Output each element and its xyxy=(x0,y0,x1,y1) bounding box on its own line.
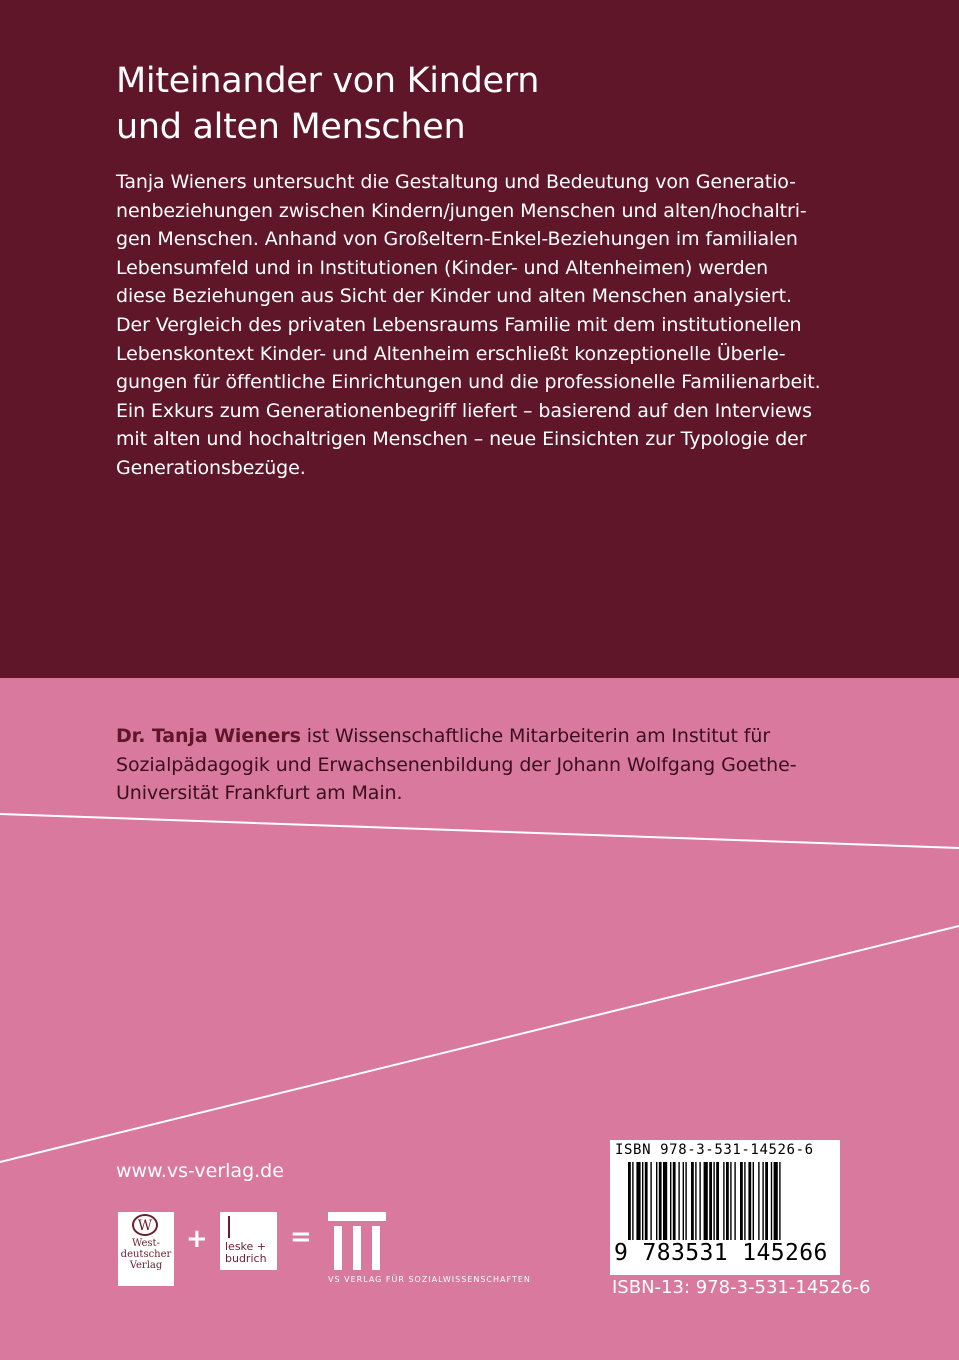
ean-number: 9 783531 145266 xyxy=(614,1240,828,1266)
westdeutscher-verlag-mark: W xyxy=(132,1214,158,1236)
description xyxy=(116,168,876,483)
author-name: Dr. Tanja Wieners xyxy=(116,725,301,747)
description-line: Ein Exkurs zum Generationenbegriff liefert – basierend auf den Interviews xyxy=(116,399,812,422)
description-line: gen Menschen. Anhand von Großeltern-Enkel-Beziehungen im familialen xyxy=(116,228,798,251)
description-line: mit alten und hochaltrigen Menschen – neue Einsichten zur Typologie der xyxy=(116,428,807,451)
logo-text-line: Verlag xyxy=(129,1260,163,1271)
title-line: und alten Menschen xyxy=(116,107,466,147)
description-line: Generationsbezüge. xyxy=(116,456,306,479)
westdeutscher-verlag-logo xyxy=(118,1212,174,1286)
author-bio-text: ist Wissenschaftliche Mitarbeiterin am Institut für xyxy=(300,725,771,747)
decorative-line-lower xyxy=(0,926,959,1162)
equals-sign: = xyxy=(290,1222,312,1252)
plus-sign: + xyxy=(186,1224,208,1254)
isbn-top-text: ISBN 978-3-531-14526-6 xyxy=(615,1142,814,1158)
author-bio xyxy=(116,722,896,808)
author-bio-line: Sozialpädagogik und Erwachsenenbildung der Johann Wolfgang Goethe- xyxy=(116,753,797,776)
book-title xyxy=(116,58,539,150)
decorative-line-upper xyxy=(0,814,959,848)
isbn13-text: ISBN-13: 978-3-531-14526-6 xyxy=(612,1277,871,1298)
logo-text-line: leske + xyxy=(225,1240,267,1253)
author-bio-line xyxy=(116,722,896,751)
description-line: nenbeziehungen zwischen Kindern/jungen Menschen und alten/hochaltri- xyxy=(116,199,807,222)
vs-verlag-logo-icon xyxy=(328,1212,388,1272)
logo-text-line: West- xyxy=(132,1238,160,1249)
description-line: diese Beziehungen aus Sicht der Kinder und alten Menschen analysiert. xyxy=(116,285,792,308)
logo-text-line: budrich xyxy=(225,1252,267,1265)
description-line: Lebenskontext Kinder- und Altenheim erschließt konzeptionelle Überle- xyxy=(116,342,786,365)
description-line: Lebensumfeld und in Institutionen (Kinder- und Altenheimen) werden xyxy=(116,256,769,279)
description-line: Tanja Wieners untersucht die Gestaltung und Bedeutung von Generatio- xyxy=(116,171,796,193)
title-line: Miteinander von Kindern xyxy=(116,61,540,101)
description-line: gungen für öffentliche Einrichtungen und die professionelle Familienarbeit. xyxy=(116,371,821,394)
vs-verlag-label: VS VERLAG FÜR SOZIALWISSENSCHAFTEN xyxy=(328,1275,531,1284)
publisher-url[interactable]: www.vs-verlag.de xyxy=(116,1160,284,1182)
leske-budrich-logo xyxy=(220,1212,277,1270)
description-line: Der Vergleich des privaten Lebensraums Familie mit dem institutionellen xyxy=(116,313,802,336)
logo-text-line: deutscher xyxy=(120,1249,172,1260)
author-bio-line: Universität Frankfurt am Main. xyxy=(116,782,403,805)
